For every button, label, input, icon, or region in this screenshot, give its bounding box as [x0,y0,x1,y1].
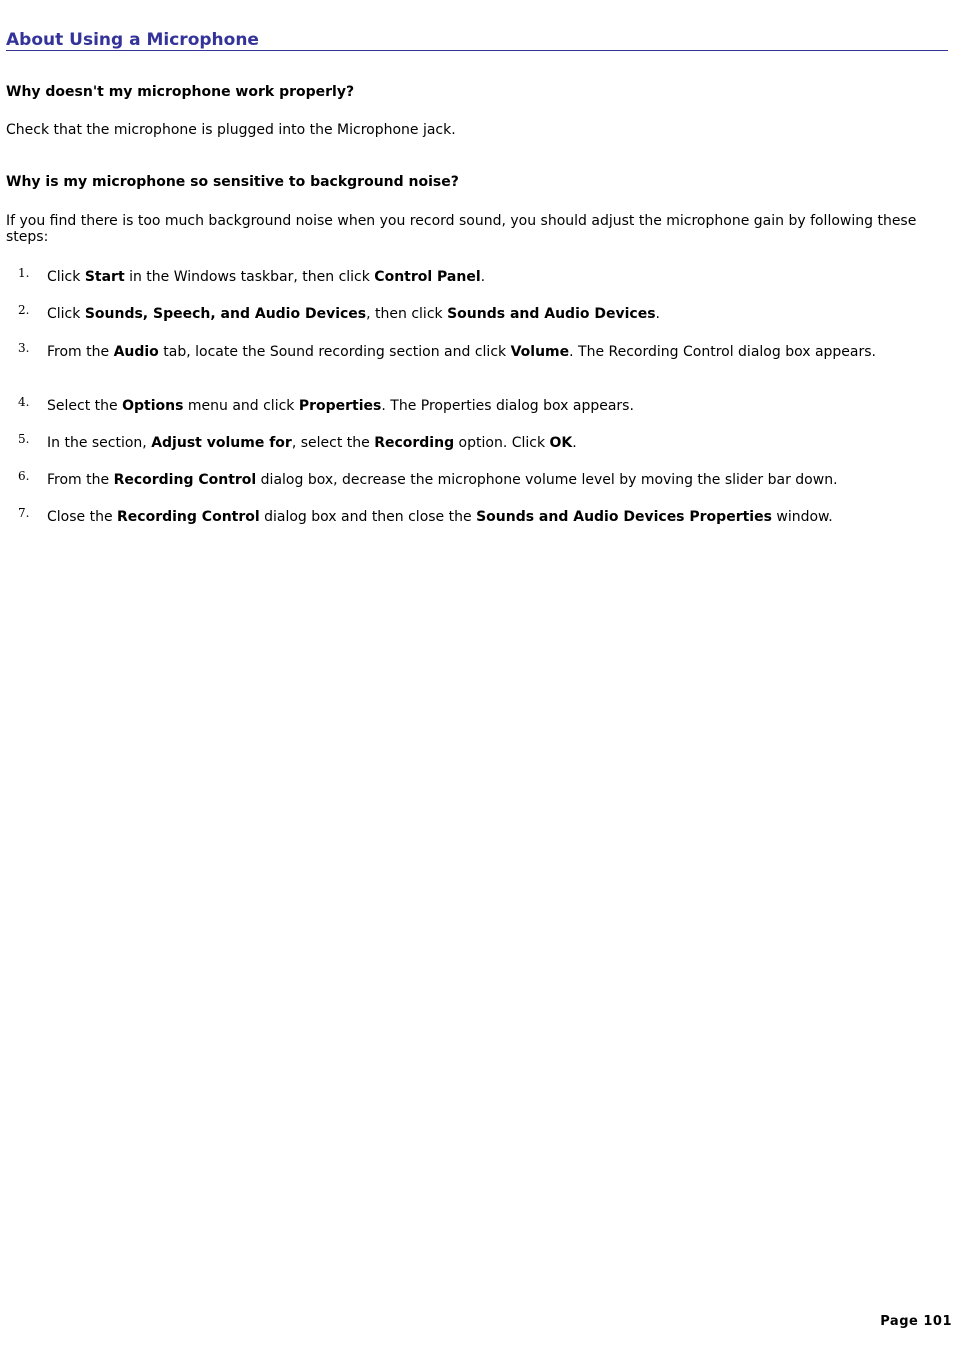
page-title: About Using a Microphone [6,29,948,51]
step-text [47,397,877,415]
step-text-segment: Select the [47,398,123,414]
step-text-segment: From the [47,472,114,488]
step-number: 2. [18,303,30,317]
step-text-segment: Close the [47,509,118,525]
step-text-emphasis: Properties [298,398,382,414]
step-text-segment: , select the [291,435,375,451]
question-heading-1: Why doesn't my microphone work properly? [6,84,355,100]
step-text-segment: dialog box and then close the [259,509,477,525]
step-number: 3. [18,341,30,355]
step-text-emphasis: Audio [113,344,159,360]
step-text-emphasis: OK [549,435,573,451]
step-text [47,471,877,489]
step-text-segment: . [480,269,486,285]
step-text-segment: In the section, [47,435,152,451]
step-text-emphasis: Sounds and Audio Devices Properties [476,509,772,525]
step-text-emphasis: Recording [374,435,455,451]
step-text-segment: . [572,435,577,451]
step-text-emphasis: Options [122,398,184,414]
answer-1: Check that the microphone is plugged into the Microphone jack. [6,122,456,138]
step-text-segment: tab, locate the Sound recording section and click [158,344,511,360]
step-text [47,268,877,286]
step-text-segment: , then click [366,306,448,322]
step-text [47,508,877,526]
step-text [47,305,877,323]
step-number: 7. [18,506,30,520]
step-text-segment: dialog box, decrease the microphone volume level by moving the slider bar down. [256,472,838,488]
step-text-emphasis: Adjust volume for [151,435,292,451]
step-text-segment: . The Properties dialog box appears. [381,398,634,414]
step-text-segment: From the [47,344,114,360]
step-text [47,434,877,452]
step-text-segment: option. Click [454,435,550,451]
step-text-segment: in the Windows taskbar, then click [124,269,375,285]
step-text-emphasis: Sounds and Audio Devices [447,306,656,322]
step-number: 1. [18,266,30,280]
step-text-emphasis: Recording Control [117,509,260,525]
step-text-emphasis: Start [84,269,125,285]
step-text-segment: . [655,306,660,322]
step-text [47,343,877,361]
step-text-emphasis: Recording Control [113,472,257,488]
step-number: 4. [18,395,30,409]
step-text-emphasis: Control Panel [374,269,481,285]
step-number: 5. [18,432,30,446]
step-text-emphasis: Volume [510,344,570,360]
step-text-segment: window. [771,509,833,525]
step-text-segment: menu and click [183,398,299,414]
step-number: 6. [18,469,30,483]
step-text-segment: Click [47,306,85,322]
answer-2-intro: If you find there is too much background noise when you record sound, you should adjust the microphone gain by following these steps: [6,213,917,245]
question-heading-2: Why is my microphone so sensitive to background noise? [6,174,459,190]
step-text-segment: Click [47,269,85,285]
step-text-segment: . The Recording Control dialog box appears. [569,344,876,360]
page-number: Page 101 [880,1314,952,1329]
step-text-emphasis: Sounds, Speech, and Audio Devices [84,306,367,322]
